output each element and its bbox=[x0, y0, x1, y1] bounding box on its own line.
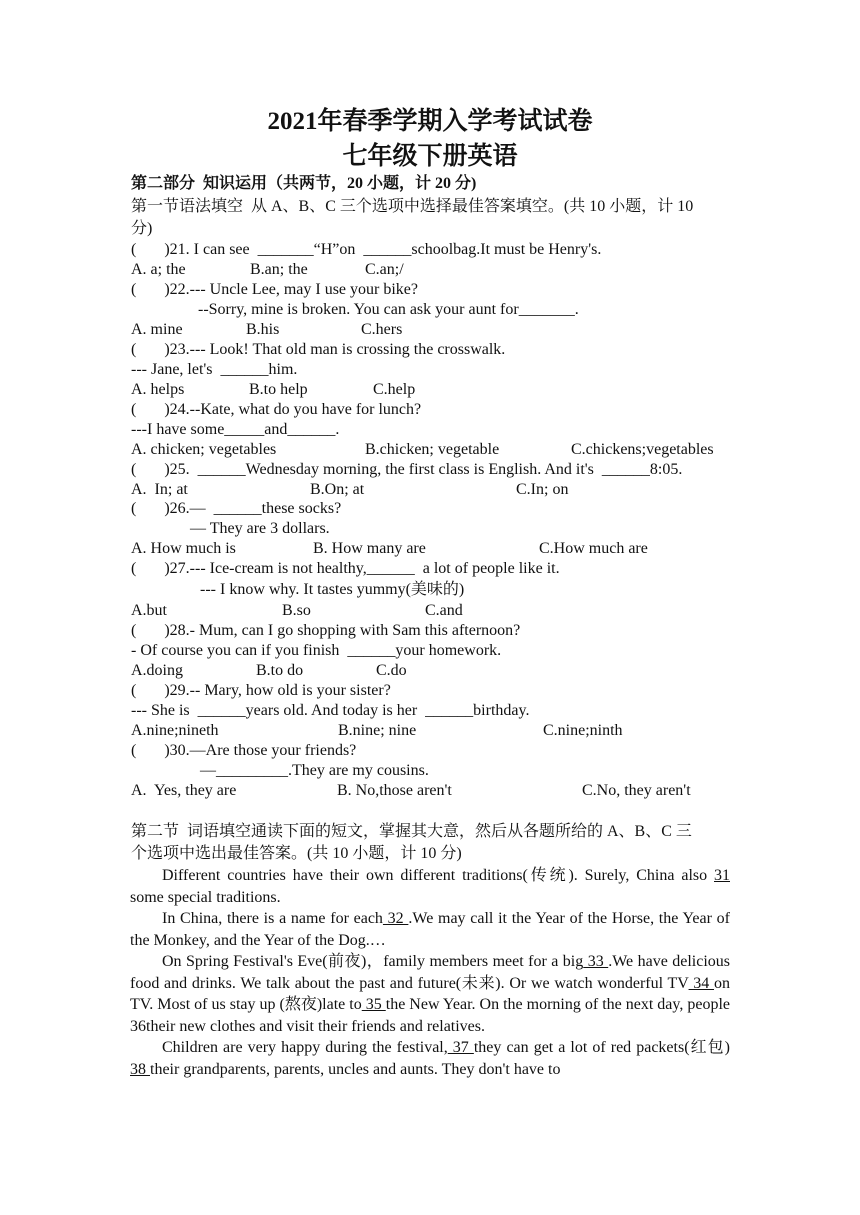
question-stem: ( )24.--Kate, what do you have for lunch? bbox=[131, 401, 422, 418]
option-a: A.but bbox=[131, 602, 167, 619]
option-c: C.and bbox=[425, 602, 463, 619]
question-line: — They are 3 dollars. bbox=[190, 520, 330, 537]
question-line: - Of course you can if you finish ______your homework. bbox=[131, 642, 502, 659]
question-line: --- Jane, let's ______him. bbox=[131, 361, 298, 378]
option-a: A. Yes, they are bbox=[131, 782, 237, 799]
passage-paragraph bbox=[130, 951, 730, 1037]
passage-text: on TV. Most of us stay up (熬夜)late to bbox=[130, 974, 731, 1013]
option-a: A. a; the bbox=[131, 261, 186, 278]
blank-31: 31 bbox=[714, 867, 730, 884]
question-stem: ( )22.--- Uncle Lee, may I use your bike? bbox=[131, 281, 418, 298]
blank-33: 33 bbox=[583, 953, 609, 970]
passage-text: some special traditions. bbox=[130, 888, 281, 906]
option-a: A. mine bbox=[131, 321, 183, 338]
option-b: B.his bbox=[246, 321, 280, 338]
blank-32: 32 bbox=[382, 910, 409, 927]
option-b: B. How many are bbox=[313, 540, 426, 557]
option-c: C.How much are bbox=[539, 540, 648, 557]
passage-text: In China, there is a name for each bbox=[162, 910, 383, 927]
option-a: A. helps bbox=[131, 381, 185, 398]
cloze-passage bbox=[130, 865, 730, 1080]
option-c: C.an;/ bbox=[365, 261, 404, 278]
option-c: C.help bbox=[373, 381, 416, 398]
option-c: C.hers bbox=[361, 321, 403, 338]
section2-instruction: 第二节 词语填空通读下面的短文，掌握其大意，然后从各题所给的 A、B、C 三 bbox=[131, 823, 692, 840]
option-b: B.to help bbox=[249, 381, 308, 398]
question-line: --- She is ______years old. And today is her ______birthday. bbox=[131, 702, 530, 719]
exam-title: 2021年春季学期入学考试试卷 bbox=[267, 108, 593, 135]
part2-heading: 第二部分 知识运用（共两节，20 小题，计 20 分) bbox=[131, 175, 477, 192]
blank-37: 37 bbox=[447, 1039, 474, 1056]
passage-text: their grandparents, parents, uncles and aunts. They don't have to bbox=[150, 1060, 561, 1078]
passage-paragraph bbox=[130, 1037, 730, 1080]
option-c: C.In; on bbox=[516, 481, 569, 498]
section2-instruction-cont: 个选项中选出最佳答案。(共 10 小题，计 10 分) bbox=[131, 845, 462, 862]
option-a: A. In; at bbox=[131, 481, 188, 498]
question-stem: ( )27.--- Ice-cream is not healthy,______ a lot of people like it. bbox=[131, 560, 560, 577]
question-stem: ( )29.-- Mary, how old is your sister? bbox=[131, 682, 391, 699]
question-line: —_________.They are my cousins. bbox=[200, 762, 429, 779]
question-stem: ( )28.- Mum, can I go shopping with Sam this afternoon? bbox=[131, 622, 521, 639]
passage-text: .We may call it the Year of the Horse, the Year of the Monkey, and the Year of the Dog.… bbox=[130, 910, 731, 949]
section1-instruction-cont: 分) bbox=[131, 220, 153, 237]
passage-text: Children are very happy during the festival, bbox=[162, 1039, 448, 1056]
option-b: B. No,those aren't bbox=[337, 782, 452, 799]
question-line: ---I have some_____and______. bbox=[131, 421, 340, 438]
passage-paragraph bbox=[130, 908, 730, 951]
option-c: C.chickens;vegetables bbox=[571, 441, 714, 458]
exam-subtitle: 七年级下册英语 bbox=[342, 143, 518, 170]
option-c: C.do bbox=[376, 662, 407, 679]
question-stem: ( )25. ______Wednesday morning, the first class is English. And it's ______8:05. bbox=[131, 461, 683, 478]
passage-text: .We have delicious food and drinks. We talk about the past and future(未来). Or we watch wonderful TV bbox=[130, 953, 731, 992]
option-b: B.so bbox=[282, 602, 311, 619]
blank-35: 35 bbox=[361, 996, 386, 1013]
passage-text: the New Year. On the morning of the next day, people 36their new clothes and visit their friends and relatives. bbox=[130, 996, 731, 1035]
question-line: --Sorry, mine is broken. You can ask your aunt for_______. bbox=[198, 301, 579, 318]
passage-text: On Spring Festival's Eve(前夜)，family members meet for a big bbox=[162, 953, 584, 970]
question-stem: ( )21. I can see _______“H”on ______schoolbag.It must be Henry's. bbox=[131, 241, 602, 258]
question-stem: ( )26.— ______these socks? bbox=[131, 500, 342, 517]
passage-paragraph bbox=[130, 865, 730, 908]
passage-text: Different countries have their own different traditions(传统). Surely, China also bbox=[162, 867, 714, 884]
option-b: B.an; the bbox=[250, 261, 308, 278]
option-b: B.chicken; vegetable bbox=[365, 441, 500, 458]
option-a: A. chicken; vegetables bbox=[131, 441, 277, 458]
section1-instruction: 第一节语法填空 从 A、B、C 三个选项中选择最佳答案填空。(共 10 小题，计 10 bbox=[131, 198, 694, 215]
blank-38: 38 bbox=[130, 1060, 150, 1078]
blank-34: 34 bbox=[688, 974, 715, 992]
question-stem: ( )30.—Are those your friends? bbox=[131, 742, 357, 759]
option-c: C.No, they aren't bbox=[582, 782, 691, 799]
option-b: B.nine; nine bbox=[338, 722, 417, 739]
option-a: A.nine;nineth bbox=[131, 722, 219, 739]
option-c: C.nine;ninth bbox=[543, 722, 623, 739]
option-b: B.to do bbox=[256, 662, 304, 679]
option-a: A. How much is bbox=[131, 540, 236, 557]
question-line: --- I know why. It tastes yummy(美味的) bbox=[200, 581, 465, 598]
option-b: B.On; at bbox=[310, 481, 365, 498]
option-a: A.doing bbox=[131, 662, 183, 679]
question-stem: ( )23.--- Look! That old man is crossing the crosswalk. bbox=[131, 341, 506, 358]
passage-text: they can get a lot of red packets(红包) bbox=[473, 1039, 730, 1056]
